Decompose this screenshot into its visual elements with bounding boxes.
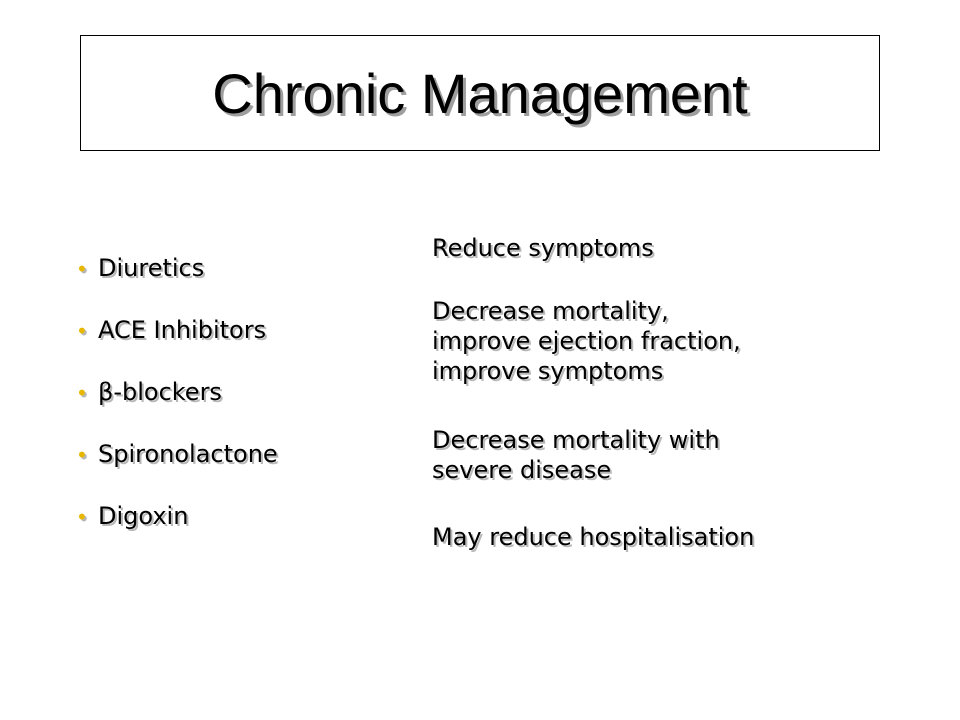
drug-label: Diuretics: [98, 254, 205, 282]
effect-diuretics: Reduce symptoms: [432, 234, 654, 262]
drug-label: ACE Inhibitors: [98, 316, 267, 344]
drug-item-diuretics: [76, 248, 278, 288]
effect-digoxin: May reduce hospitalisation: [432, 523, 755, 551]
drug-label: Spironolactone: [98, 440, 278, 468]
drug-item-beta-blockers: [76, 372, 278, 412]
drug-item-digoxin: [76, 496, 278, 536]
slide-title: Chronic Management: [212, 61, 748, 125]
drug-item-spironolactone: [76, 434, 278, 474]
effect-ace-inhibitors: Decrease mortality, improve ejection fraction, improve symptoms: [432, 297, 741, 385]
drug-list: [76, 248, 278, 558]
bullet-icon: •: [76, 257, 88, 281]
bullet-icon: •: [76, 381, 88, 405]
bullet-icon: •: [76, 319, 88, 343]
bullet-icon: •: [76, 505, 88, 529]
drug-label: Digoxin: [98, 502, 189, 530]
drug-label: β-blockers: [98, 378, 222, 406]
drug-item-ace-inhibitors: [76, 310, 278, 350]
bullet-icon: •: [76, 443, 88, 467]
effect-beta-blockers: Decrease mortality with severe disease: [432, 426, 720, 484]
title-box: [80, 35, 880, 151]
